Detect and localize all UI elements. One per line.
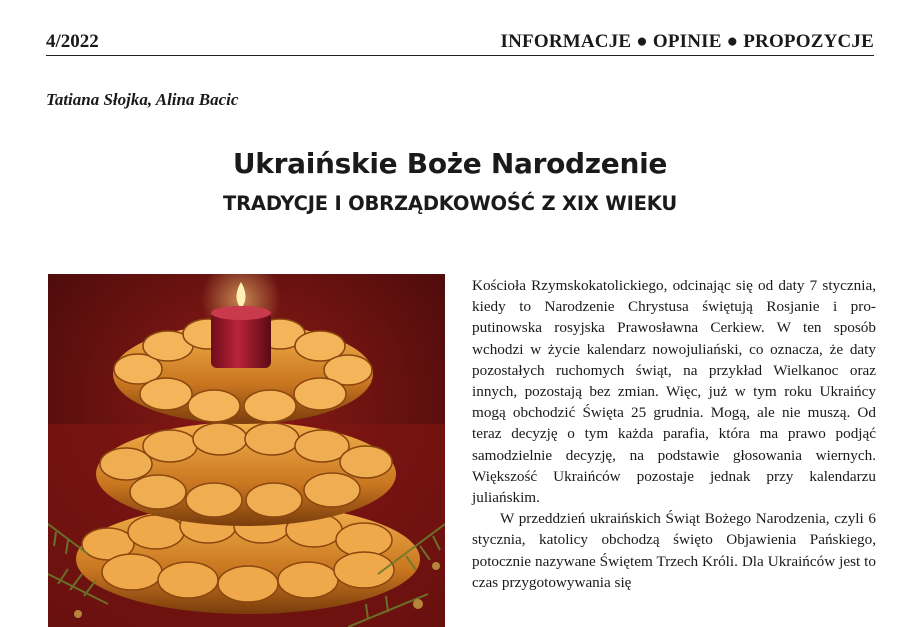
kalach-bread-photo (48, 274, 445, 627)
article-body (472, 275, 876, 593)
article-subtitle: TRADYCJE I OBRZĄDKOWOŚĆ Z XIX WIEKU (223, 192, 677, 215)
article-title: Ukraińskie Boże Narodzenie (232, 147, 668, 180)
issue-number: 4/2022 (46, 31, 99, 52)
page-header (46, 31, 874, 56)
body-paragraph: W przeddzień ukraińskich Świąt Bożego Narodzenia, czyli 6 stycznia, katolicy obchodzą święto Objawienia Pańskiego, potocznie nazywane Świętem Trzech Króli. Dla Ukraińców jest to czas przygotowywania się (472, 510, 876, 591)
section-title: INFORMACJE ● OPINIE ● PROPOZYCJE (500, 31, 874, 52)
article-authors: Tatiana Słojka, Alina Bacic (46, 90, 239, 109)
body-paragraph: Kościoła Rzymskokatolickiego, odcinając się od daty 7 stycznia, kiedy to Narodzenie Chrystusa świętują Rosjanie i pro-putinowska rosyjska Prawosławna Cerkiew. W ten sposób wchodzi w życie kalendarz nowojuliański, co oznacza, że daty pozostałych ruchomych świąt, na przykład Wielkanoc oraz innych, pozostają bez zmian. Więc, już w tym roku Ukraińcy mogą obchodzić Święta 25 grudnia. Mogą, ale nie muszą. Od teraz decyzję o tym każda parafia, która ma prawo podjąć samodzielnie decyzję, na podstawie głosowania wiernych. Większość Ukraińców pozostaje jednak przy kalendarzu juliańskim. (472, 277, 876, 507)
